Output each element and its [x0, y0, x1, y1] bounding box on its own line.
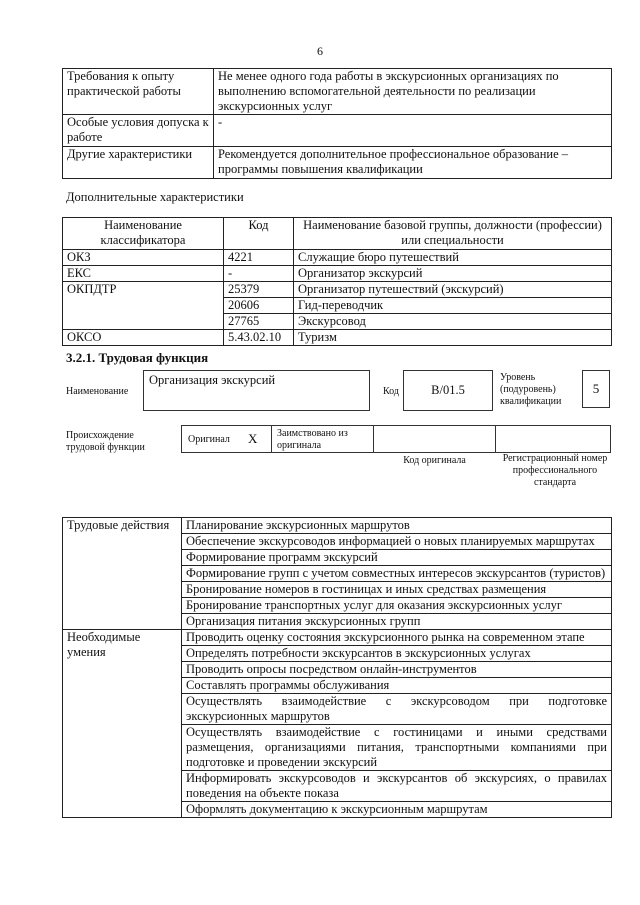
labor-action: Формирование групп с учетом совместных интересов экскурсантов (туристов) [182, 566, 612, 582]
classifier-title: Организатор экскурсий [294, 266, 612, 282]
page-number: 6 [317, 44, 323, 58]
classifier-name: ЕКС [63, 266, 224, 282]
requirement-value: Рекомендуется дополнительное профессиональное образование – программы повышения квалификации [214, 147, 612, 179]
requirement-label: Другие характеристики [63, 147, 214, 179]
requirement-label: Особые условия допуска к работе [63, 115, 214, 147]
classifier-title: Организатор путешествий (экскурсий) [294, 282, 612, 298]
classifier-code: 4221 [224, 250, 294, 266]
classifier-title: Туризм [294, 330, 612, 346]
classifier-title: Служащие бюро путешествий [294, 250, 612, 266]
skill: Проводить опросы посредством онлайн-инструментов [182, 662, 612, 678]
table-header-row [63, 218, 612, 250]
level-label: Уровень (подуровень) квалификации [500, 372, 562, 407]
classifier-title: Экскурсовод [294, 314, 612, 330]
classifier-name: ОКСО [63, 330, 224, 346]
requirements-table [62, 68, 612, 179]
section-title: Дополнительные характеристики [66, 190, 244, 204]
code-original-caption: Код оригинала [403, 455, 466, 466]
column-header: Наименование базовой группы, должности (профессии) или специальности [294, 218, 612, 250]
level-box [582, 370, 610, 408]
requirement-value: - [214, 115, 612, 147]
actions-table [62, 517, 612, 818]
original-label: Оригинал [188, 434, 230, 445]
skill: Составлять программы обслуживания [182, 678, 612, 694]
function-heading: 3.2.1. Трудовая функция [66, 350, 209, 365]
column-header: Наименование классификатора [63, 218, 224, 250]
skill: Определять потребности экскурсантов в экскурсионных услугах [182, 646, 612, 662]
table-row [63, 330, 612, 346]
name-label: Наименование [66, 386, 129, 397]
requirement-value: Не менее одного года работы в экскурсионных организациях по выполнению вспомогательной деятельности по реализации экскурсионных услуг [214, 69, 612, 115]
labor-action: Планирование экскурсионных маршрутов [182, 518, 612, 534]
skill: Информировать экскурсоводов и экскурсантов об экскурсиях, о правилах поведения на объекте показа [182, 771, 612, 802]
labor-action: Формирование программ экскурсий [182, 550, 612, 566]
function-name: Организация экскурсий [149, 373, 276, 387]
table-row [63, 69, 612, 115]
origin-divider [373, 426, 374, 452]
level-value: 5 [592, 381, 600, 396]
classifier-table [62, 217, 612, 346]
original-mark: X [248, 431, 258, 446]
classifier-code: - [224, 266, 294, 282]
labor-action: Организация питания экскурсионных групп [182, 614, 612, 630]
table-row [63, 147, 612, 179]
classifier-code: 27765 [224, 314, 294, 330]
table-row [63, 250, 612, 266]
origin-box [181, 425, 611, 453]
table-row [63, 630, 612, 646]
function-code-box [403, 370, 493, 411]
requirement-label: Требования к опыту практической работы [63, 69, 214, 115]
column-header: Код [224, 218, 294, 250]
labor-actions-label: Трудовые действия [63, 518, 182, 630]
labor-action: Обеспечение экскурсоводов информацией о новых планируемых маршрутах [182, 534, 612, 550]
table-row [63, 518, 612, 534]
reg-number-caption: Регистрационный номер профессионального стандарта [502, 453, 608, 488]
skills-label: Необходимые умения [63, 630, 182, 818]
table-row [63, 282, 612, 298]
origin-divider [495, 426, 496, 452]
function-name-box [143, 370, 370, 411]
labor-action: Бронирование транспортных услуг для оказания экскурсионных услуг [182, 598, 612, 614]
skill: Оформлять документацию к экскурсионным маршрутам [182, 802, 612, 818]
function-code: B/01.5 [431, 383, 465, 397]
skill: Осуществлять взаимодействие с гостиницами и иными средствами размещения, организациями питания, транспортными компаниями при подготовке и проведении экскурсий [182, 725, 612, 771]
classifier-title: Гид-переводчик [294, 298, 612, 314]
skill: Осуществлять взаимодействие с экскурсоводом при подготовке экскурсионных маршрутов [182, 694, 612, 725]
classifier-name: ОКЗ [63, 250, 224, 266]
table-row [63, 115, 612, 147]
table-row [63, 266, 612, 282]
classifier-code: 25379 [224, 282, 294, 298]
origin-label: Происхождение трудовой функции [66, 430, 145, 453]
skill: Проводить оценку состояния экскурсионного рынка на современном этапе [182, 630, 612, 646]
code-label: Код [383, 386, 399, 397]
labor-action: Бронирование номеров в гостиницах и иных средствах размещения [182, 582, 612, 598]
classifier-name: ОКПДТР [63, 282, 224, 330]
classifier-code: 20606 [224, 298, 294, 314]
borrowed-label: Заимствовано из оригинала [277, 428, 348, 451]
classifier-code: 5.43.02.10 [224, 330, 294, 346]
origin-divider [271, 426, 272, 452]
